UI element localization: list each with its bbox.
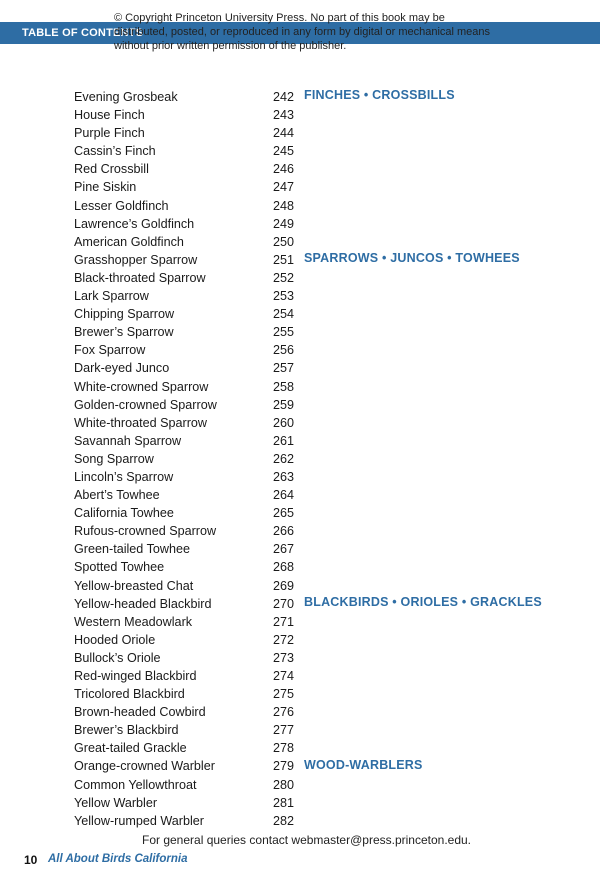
- entry-name: Pine Siskin: [74, 180, 137, 195]
- toc-entry[interactable]: [74, 613, 304, 631]
- entry-page: 272: [272, 632, 294, 647]
- entry-name: Yellow-rumped Warbler: [74, 813, 204, 828]
- entry-page: 270: [272, 596, 294, 611]
- entry-name: Common Yellowthroat: [74, 777, 197, 792]
- page-number: 10: [24, 853, 38, 867]
- entry-name: Savannah Sparrow: [74, 433, 182, 448]
- toc-entry[interactable]: [74, 757, 304, 775]
- entry-page: 263: [272, 469, 294, 484]
- toc-entry[interactable]: [74, 323, 304, 341]
- entry-page: 255: [272, 325, 294, 340]
- toc-entry[interactable]: [74, 703, 304, 721]
- entry-page: 273: [272, 650, 294, 665]
- toc-entry[interactable]: [74, 432, 304, 450]
- toc-entry[interactable]: [74, 649, 304, 667]
- copyright-notice: © Copyright Princeton University Press. No part of this book may be distributed, posted, or reproduced in any form by digital or mechanical means without prior written permission of the publisher.: [114, 12, 491, 52]
- entry-name: Fox Sparrow: [74, 343, 146, 358]
- entry-name: American Goldfinch: [74, 234, 184, 249]
- entry-name: Chipping Sparrow: [74, 307, 175, 322]
- entry-name: Yellow-headed Blackbird: [74, 596, 212, 611]
- toc-entry[interactable]: [74, 178, 304, 196]
- entry-page: 247: [272, 180, 294, 195]
- entry-page: 244: [272, 126, 294, 141]
- entry-page: 281: [272, 795, 294, 810]
- toc-entry[interactable]: [74, 558, 304, 576]
- toc-entry[interactable]: [74, 504, 304, 522]
- toc-entry[interactable]: [74, 160, 304, 178]
- toc-entry[interactable]: [74, 106, 304, 124]
- entry-name: Red Crossbill: [74, 162, 149, 177]
- entry-page: 275: [272, 687, 294, 702]
- toc-entry[interactable]: [74, 359, 304, 377]
- toc-entry[interactable]: [74, 577, 304, 595]
- toc-entry[interactable]: [74, 522, 304, 540]
- entry-page: 264: [272, 488, 294, 503]
- entry-page: 253: [272, 289, 294, 304]
- toc-entry[interactable]: [74, 197, 304, 215]
- toc-entry[interactable]: [74, 794, 304, 812]
- toc-entry[interactable]: [74, 667, 304, 685]
- entry-name: White-throated Sparrow: [74, 415, 207, 430]
- entry-name: Tricolored Blackbird: [74, 687, 185, 702]
- entry-name: Hooded Oriole: [74, 632, 156, 647]
- entry-name: Spotted Towhee: [74, 560, 165, 575]
- entry-page: 277: [272, 723, 294, 738]
- entry-name: Brewer’s Sparrow: [74, 325, 174, 340]
- entry-page: 252: [272, 270, 294, 285]
- entry-page: 266: [272, 524, 294, 539]
- toc-entry[interactable]: [74, 631, 304, 649]
- entry-name: Lincoln’s Sparrow: [74, 469, 174, 484]
- entry-name: Green-tailed Towhee: [74, 542, 190, 557]
- entry-page: 280: [272, 777, 294, 792]
- entry-page: 254: [272, 307, 294, 322]
- toc-entry[interactable]: [74, 540, 304, 558]
- entry-name: Purple Finch: [74, 126, 145, 141]
- toc-entry[interactable]: [74, 812, 304, 830]
- toc-entry[interactable]: [74, 450, 304, 468]
- section-heading-blackbirds[interactable]: BLACKBIRDS • ORIOLES • GRACKLES: [304, 595, 542, 609]
- entry-name: Dark-eyed Junco: [74, 361, 170, 376]
- entry-page: 271: [272, 614, 294, 629]
- entry-page: 282: [272, 813, 294, 828]
- entry-name: White-crowned Sparrow: [74, 379, 209, 394]
- entry-page: 257: [272, 361, 294, 376]
- toc-entry[interactable]: [74, 414, 304, 432]
- toc-entry[interactable]: [74, 341, 304, 359]
- entry-page: 261: [272, 433, 294, 448]
- toc-entry[interactable]: [74, 215, 304, 233]
- toc-entry[interactable]: [74, 124, 304, 142]
- entry-name: Song Sparrow: [74, 451, 154, 466]
- toc-entry[interactable]: [74, 595, 304, 613]
- toc-entry[interactable]: [74, 396, 304, 414]
- toc-entry[interactable]: [74, 486, 304, 504]
- entry-page: 278: [272, 741, 294, 756]
- entry-name: Evening Grosbeak: [74, 90, 178, 104]
- entry-page: 258: [272, 379, 294, 394]
- toc-entry[interactable]: [74, 378, 304, 396]
- entry-name: Grasshopper Sparrow: [74, 252, 198, 267]
- entry-name: California Towhee: [74, 506, 174, 521]
- toc-entry[interactable]: [74, 721, 304, 739]
- entry-page: 265: [272, 506, 294, 521]
- toc-entry[interactable]: [74, 305, 304, 323]
- toc-entry[interactable]: [74, 776, 304, 794]
- entry-name: Western Meadowlark: [74, 614, 193, 629]
- entry-name: Lawrence’s Goldfinch: [74, 216, 195, 231]
- toc-entry[interactable]: [74, 233, 304, 251]
- book-title: All About Birds California: [48, 853, 188, 865]
- entry-page: 251: [272, 252, 294, 267]
- entry-name: House Finch: [74, 108, 145, 123]
- toc-entry[interactable]: [74, 88, 304, 106]
- entry-name: Yellow Warbler: [74, 795, 158, 810]
- entry-name: Abert’s Towhee: [74, 488, 160, 503]
- toc-entry[interactable]: [74, 739, 304, 757]
- entry-name: Cassin’s Finch: [74, 144, 156, 159]
- section-heading-finches[interactable]: FINCHES • CROSSBILLS: [304, 88, 455, 102]
- entry-page: 249: [272, 216, 294, 231]
- entry-name: Great-tailed Grackle: [74, 741, 187, 756]
- entry-page: 250: [272, 234, 294, 249]
- entry-name: Rufous-crowned Sparrow: [74, 524, 217, 539]
- entry-page: 259: [272, 397, 294, 412]
- toc-entry[interactable]: [74, 685, 304, 703]
- toc-header-label: TABLE OF CONTENTS: [22, 27, 144, 39]
- entry-page: 260: [272, 415, 294, 430]
- entry-page: 242: [272, 90, 294, 104]
- entry-page: 279: [272, 759, 294, 774]
- toc-entry[interactable]: [74, 468, 304, 486]
- entry-page: 268: [272, 560, 294, 575]
- section-heading-sparrows[interactable]: SPARROWS • JUNCOS • TOWHEES: [304, 251, 520, 265]
- entry-page: 246: [272, 162, 294, 177]
- toc-entry[interactable]: [74, 269, 304, 287]
- footer-contact-note: For general queries contact webmaster@press.princeton.edu.: [142, 833, 472, 847]
- toc-entry[interactable]: [74, 287, 304, 305]
- entry-name: Lesser Goldfinch: [74, 198, 169, 213]
- entry-page: 276: [272, 705, 294, 720]
- entry-name: Red-winged Blackbird: [74, 669, 197, 683]
- entry-page: 245: [272, 144, 294, 159]
- entry-name: Black-throated Sparrow: [74, 270, 206, 285]
- section-heading-wood-warblers[interactable]: WOOD-WARBLERS: [304, 758, 423, 772]
- entry-page: 274: [272, 669, 294, 683]
- entry-page: 262: [272, 451, 294, 466]
- toc-entry[interactable]: [74, 251, 304, 269]
- entry-page: 267: [272, 542, 294, 557]
- toc-entry[interactable]: [74, 142, 304, 160]
- entry-page: 256: [272, 343, 294, 358]
- entry-name: Lark Sparrow: [74, 289, 149, 304]
- entry-name: Brown-headed Cowbird: [74, 705, 206, 720]
- entry-page: 269: [272, 578, 294, 593]
- entry-name: Golden-crowned Sparrow: [74, 397, 217, 412]
- entry-page: 248: [272, 198, 294, 213]
- entry-name: Yellow-breasted Chat: [74, 578, 194, 593]
- toc-entry-list: [74, 88, 304, 830]
- entry-name: Brewer’s Blackbird: [74, 723, 179, 738]
- entry-name: Orange-crowned Warbler: [74, 759, 215, 774]
- entry-page: 243: [272, 108, 294, 123]
- entry-name: Bullock’s Oriole: [74, 650, 161, 665]
